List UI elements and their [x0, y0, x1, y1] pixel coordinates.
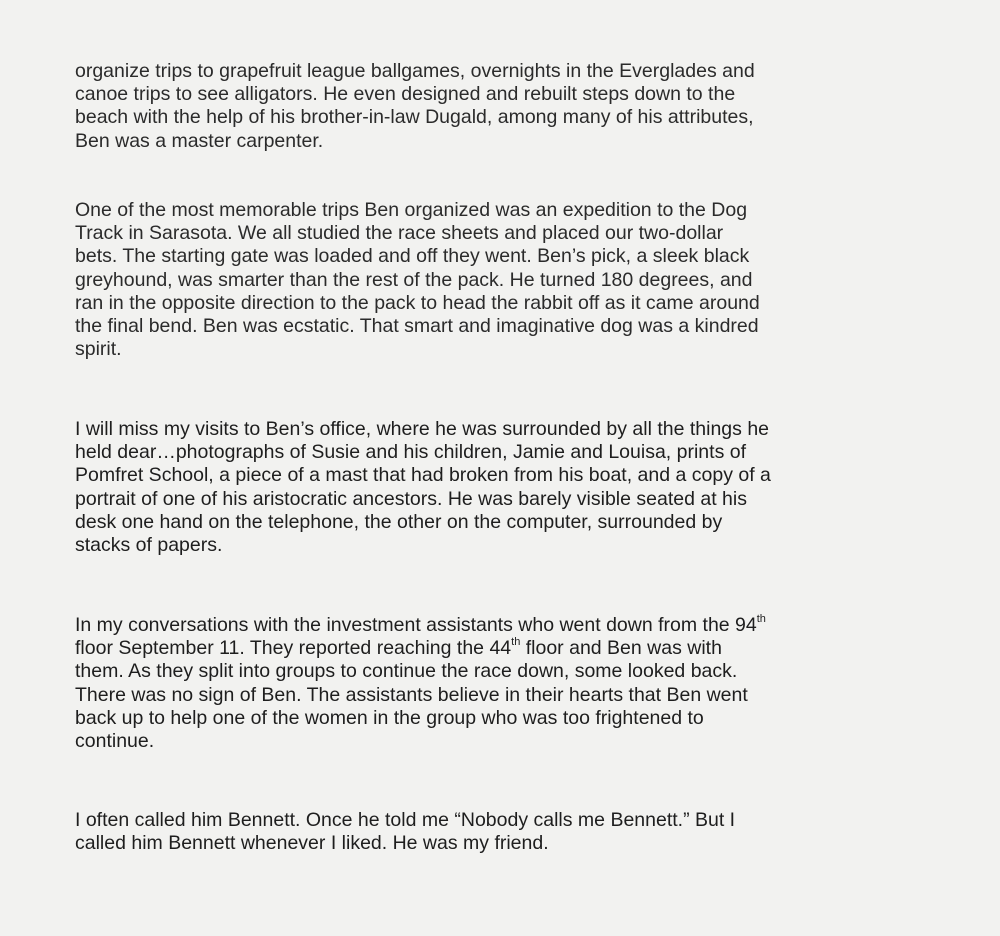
text-line: One of the most memorable trips Ben organized was an expedition to the Dog	[75, 199, 748, 221]
ordinal-suffix: th	[756, 612, 766, 625]
text-line: portrait of one of his aristocratic ancestors. He was barely visible seated at his	[75, 487, 747, 510]
text-line: held dear…photographs of Susie and his children, Jamie and Louisa, prints of	[75, 441, 746, 464]
paragraph-2	[75, 199, 975, 361]
text-line: canoe trips to see alligators. He even designed and rebuilt steps down to the	[75, 83, 736, 106]
text-line: called him Bennett whenever I liked. He was my friend.	[75, 832, 549, 855]
paragraph-4	[75, 614, 975, 753]
line-text: floor and Ben was with	[520, 637, 722, 660]
text-line: ran in the opposite direction to the pack to head the rabbit off as it came around	[75, 291, 760, 314]
text-line: bets. The starting gate was loaded and off they went. Ben’s pick, a sleek black	[75, 245, 750, 268]
text-line: organize trips to grapefruit league ballgames, overnights in the Everglades and	[75, 60, 755, 82]
text-line: There was no sign of Ben. The assistants believe in their hearts that Ben went	[75, 683, 748, 706]
line-text: floor September 11. They reported reaching the 44	[75, 637, 512, 660]
paragraph-1	[75, 60, 975, 153]
paragraph-5	[75, 809, 975, 855]
text-line: beach with the help of his brother-in-law Dugald, among many of his attributes,	[75, 106, 754, 129]
text-line: back up to help one of the women in the group who was too frightened to	[75, 706, 704, 729]
text-line: them. As they split into groups to continue the race down, some looked back.	[75, 660, 738, 683]
text-line	[75, 614, 975, 637]
paragraph-3	[75, 418, 975, 557]
text-line: greyhound, was smarter than the rest of the pack. He turned 180 degrees, and	[75, 268, 753, 291]
line-text: In my conversations with the investment assistants who went down from the 94	[75, 614, 757, 636]
text-line: spirit.	[75, 338, 122, 361]
text-line: desk one hand on the telephone, the other on the computer, surrounded by	[75, 510, 723, 533]
text-line	[75, 637, 975, 660]
text-line: Pomfret School, a piece of a mast that had broken from his boat, and a copy of a	[75, 464, 771, 487]
text-line: the final bend. Ben was ecstatic. That smart and imaginative dog was a kindred	[75, 315, 759, 338]
text-line: stacks of papers.	[75, 534, 223, 557]
text-line: continue.	[75, 730, 155, 753]
text-line: I will miss my visits to Ben’s office, where he was surrounded by all the things he	[75, 418, 770, 440]
ordinal-suffix: th	[511, 635, 521, 648]
text-line: Track in Sarasota. We all studied the race sheets and placed our two-dollar	[75, 222, 724, 245]
text-line: Ben was a master carpenter.	[75, 129, 324, 152]
text-line: I often called him Bennett. Once he told me “Nobody calls me Bennett.” But I	[75, 809, 736, 831]
